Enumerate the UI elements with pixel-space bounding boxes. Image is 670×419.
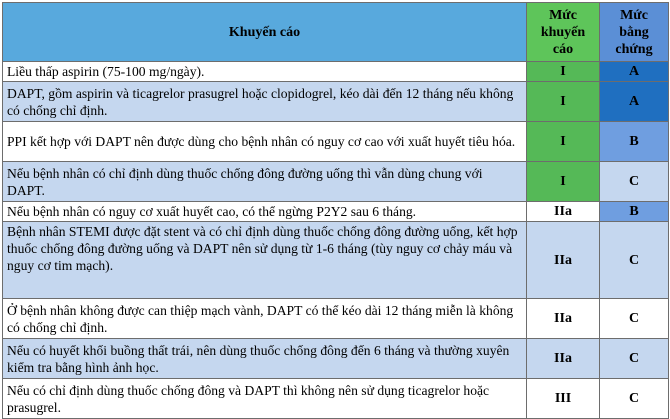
class-cell: I [527,122,600,162]
recommendation-text: Nếu có chỉ định dùng thuốc chống đông và DAPT thì không nên sử dụng ticagrelor hoặc prasugrel. [3,379,527,419]
table-row [3,379,669,419]
level-cell: B [600,202,669,222]
class-cell: IIa [527,202,600,222]
level-cell: C [600,162,669,202]
class-cell: IIa [527,339,600,379]
class-cell: I [527,162,600,202]
recommendation-text: Bệnh nhân STEMI được đặt stent và có chỉ định dùng thuốc chống đông đường uống, kết hợp thuốc chống đông đường uống và DAPT nên sử dụng từ 1-6 tháng (tùy nguy cơ chảy máu và nguy cơ tim mạch). [3,222,527,299]
recommendation-text: Liều thấp aspirin (75-100 mg/ngày). [3,62,527,82]
table-row [3,339,669,379]
header-row [3,3,669,62]
level-cell: A [600,62,669,82]
level-cell: C [600,339,669,379]
header-level: Mức bằng chứng [600,3,669,62]
table-row [3,299,669,339]
class-cell: IIa [527,299,600,339]
class-cell: III [527,379,600,419]
level-cell: C [600,222,669,299]
level-cell: C [600,299,669,339]
recommendation-text: Ở bệnh nhân không được can thiệp mạch vành, DAPT có thể kéo dài 12 tháng miễn là không có chống chỉ định. [3,299,527,339]
table-row [3,202,669,222]
class-cell: IIa [527,222,600,299]
level-cell: C [600,379,669,419]
recommendation-text: Nếu có huyết khối buồng thất trái, nên dùng thuốc chống đông đến 6 tháng và thường xuyên kiểm tra bằng hình ảnh học. [3,339,527,379]
table-row [3,122,669,162]
table-row [3,162,669,202]
table-row [3,82,669,122]
recommendation-table [2,2,669,419]
table-row [3,222,669,299]
header-class: Mức khuyến cáo [527,3,600,62]
header-recommendation: Khuyến cáo [3,3,527,62]
class-cell: I [527,82,600,122]
class-cell: I [527,62,600,82]
level-cell: B [600,122,669,162]
recommendation-text: DAPT, gồm aspirin và ticagrelor prasugrel hoặc clopidogrel, kéo dài đến 12 tháng nếu không có chống chỉ định. [3,82,527,122]
recommendation-text: Nếu bệnh nhân có chỉ định dùng thuốc chống đông đường uống thì vẫn dùng chung với DAPT. [3,162,527,202]
recommendation-text: Nếu bệnh nhân có nguy cơ xuất huyết cao, có thể ngừng P2Y2 sau 6 tháng. [3,202,527,222]
recommendation-text: PPI kết hợp với DAPT nên được dùng cho bệnh nhân có nguy cơ cao với xuất huyết tiêu hóa. [3,122,527,162]
level-cell: A [600,82,669,122]
table-row [3,62,669,82]
